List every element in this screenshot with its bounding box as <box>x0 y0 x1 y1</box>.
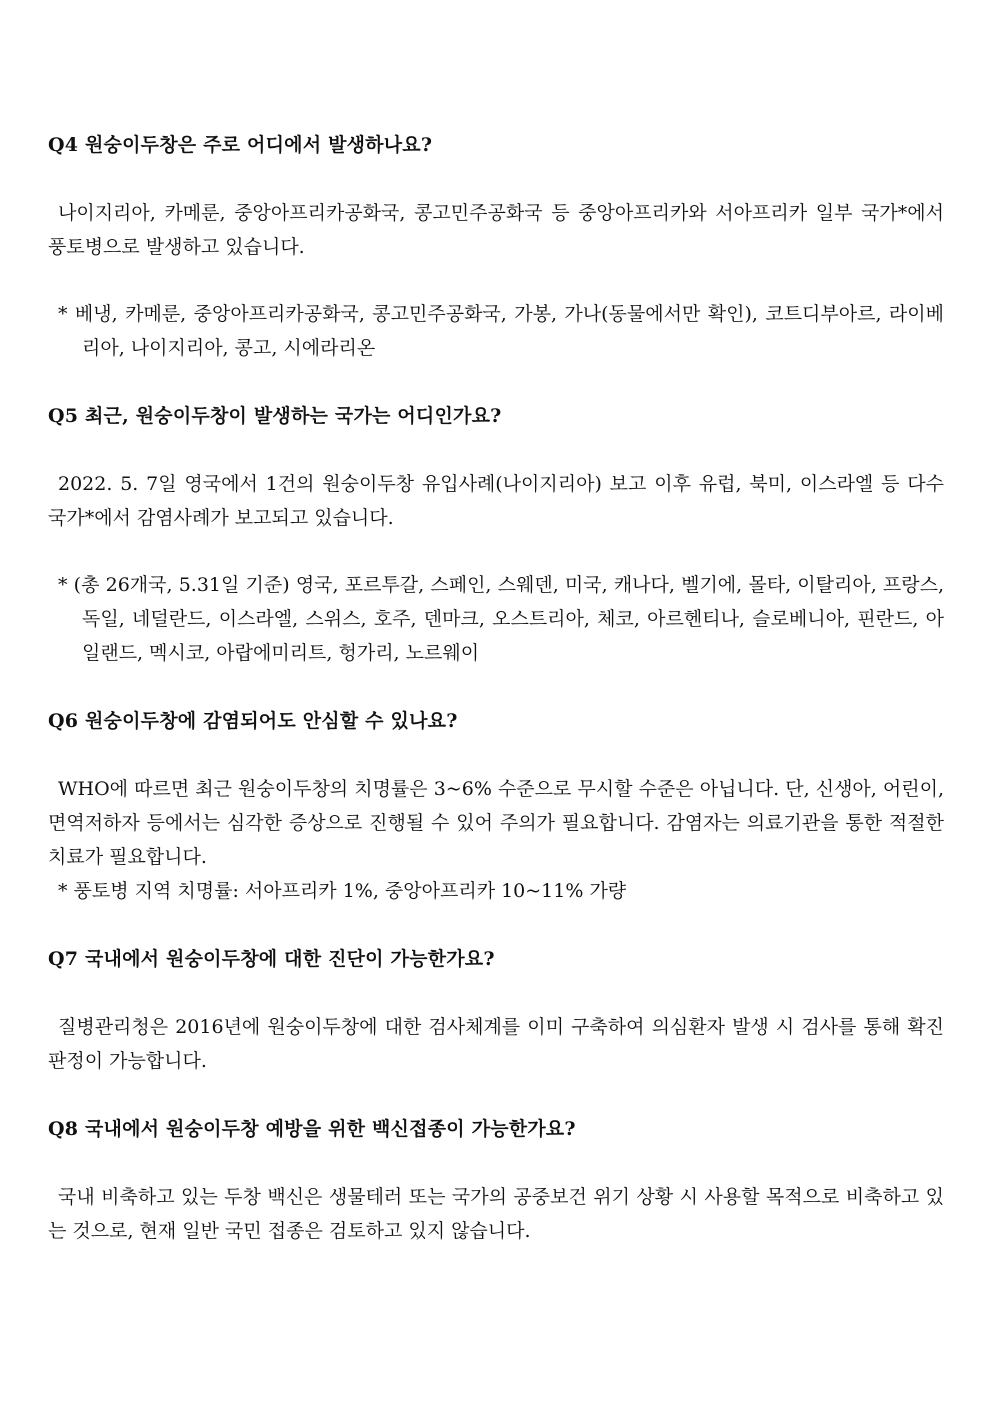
note-q6: * 풍토병 지역 치명률: 서아프리카 1%, 중앙아프리카 10~11% 가량 <box>58 880 627 902</box>
question-q8: Q8 국내에서 원숭이두창 예방을 위한 백신접종이 가능한가요? <box>48 1118 576 1140</box>
faq-document <box>48 128 944 1248</box>
answer-q7: 질병관리청은 2016년에 원숭이두창에 대한 검사체계를 이미 구축하여 의심환자 발생 시 검사를 통해 확진 판정이 가능합니다. <box>48 1016 944 1072</box>
answer-q6: WHO에 따르면 최근 원숭이두창의 치명률은 3~6% 수준으로 무시할 수준은 아닙니다. 단, 신생아, 어린이, 면역저하자 등에서는 심각한 증상으로 진행될 수 있어 주의가 필요합니다. 감염자는 의료기관을 통한 적절한 치료가 필요합니다. <box>48 778 944 868</box>
faq-section-q4 <box>48 128 944 399</box>
question-q5: Q5 최근, 원숭이두창이 발생하는 국가는 어디인가요? <box>48 405 502 427</box>
answer-q5: 2022. 5. 7일 영국에서 1건의 원숭이두창 유입사례(나이지리아) 보고 이후 유럽, 북미, 이스라엘 등 다수 국가*에서 감염사례가 보고되고 있습니다. <box>48 473 944 529</box>
question-q6: Q6 원숭이두창에 감염되어도 안심할 수 있나요? <box>48 710 458 732</box>
note-q4: * 베냉, 카메룬, 중앙아프리카공화국, 콩고민주공화국, 가봉, 가나(동물에서만 확인), 코트디부아르, 라이베리아, 나이지리아, 콩고, 시에라리온 <box>58 303 944 359</box>
faq-section-q8 <box>48 1112 944 1248</box>
faq-section-q7 <box>48 942 944 1112</box>
question-q7: Q7 국내에서 원숭이두창에 대한 진단이 가능한가요? <box>48 948 495 970</box>
question-q4: Q4 원숭이두창은 주로 어디에서 발생하나요? <box>48 134 433 156</box>
answer-q4: 나이지리아, 카메룬, 중앙아프리카공화국, 콩고민주공화국 등 중앙아프리카와 서아프리카 일부 국가*에서 풍토병으로 발생하고 있습니다. <box>48 202 944 258</box>
answer-q8: 국내 비축하고 있는 두창 백신은 생물테러 또는 국가의 공중보건 위기 상황 시 사용할 목적으로 비축하고 있는 것으로, 현재 일반 국민 접종은 검토하고 있지 않습니다. <box>48 1186 944 1242</box>
faq-section-q6 <box>48 704 944 942</box>
note-q5: * (총 26개국, 5.31일 기준) 영국, 포르투갈, 스페인, 스웨덴, 미국, 캐나다, 벨기에, 몰타, 이탈리아, 프랑스, 독일, 네덜란드, 이스라엘, 스위스, 호주, 덴마크, 오스트리아, 체코, 아르헨티나, 슬로베니아, 핀란드, 아일랜드, 멕시코, 아랍에미리트, 헝가리, 노르웨이 <box>58 574 944 664</box>
faq-section-q5 <box>48 399 944 704</box>
